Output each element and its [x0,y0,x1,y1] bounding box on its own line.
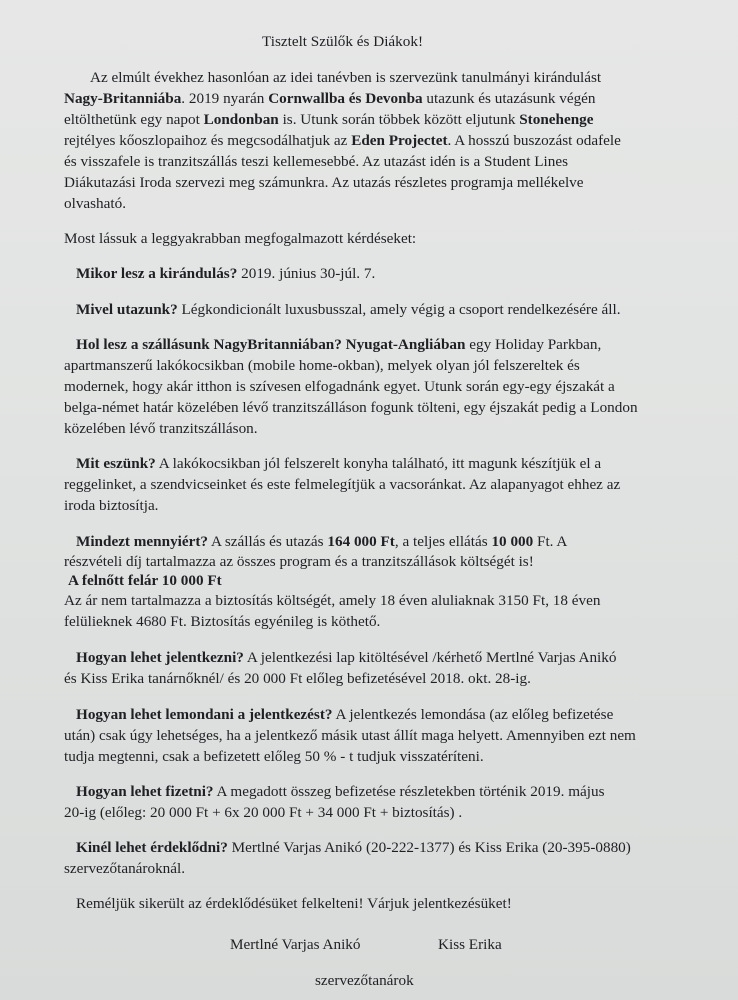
faq-cancel-line: tudja megtenni, csak a befizetett előleg 50 % - t tudjuk visszatéríteni. [64,748,484,765]
faq-when-answer: 2019. június 30-júl. 7. [237,265,376,282]
faq-accommodation-line: közelében lévő tranzitszálláson. [64,420,258,437]
faq-cost: Mindezt mennyiért? A szállás és utazás 164 000 Ft, a teljes ellátás 10 000 Ft. A [76,533,568,550]
faq-when [76,265,375,283]
faq-contact: Kinél lehet érdeklődni? Mertlné Varjas Anikó (20-222-1377) és Kiss Erika (20-395-0880) [76,839,631,856]
faq-payment-line: 20-ig (előleg: 20 000 Ft + 6x 20 000 Ft + 34 000 Ft + biztosítás) . [64,804,463,821]
faq-food-line: iroda biztosítja. [64,497,159,514]
food-price: 10 000 [491,533,534,550]
intro-line-3: eltölthetünk egy napot Londonban is. Utunk során többek között eljutunk Stonehenge [64,111,594,128]
faq-apply-question: Hogyan lehet jelentkezni? [76,649,244,666]
greeting: Tisztelt Szülők és Diákok! [262,33,424,50]
faq-payment-question: Hogyan lehet fizetni? [76,783,214,800]
signature-name-2: Kiss Erika [438,936,502,953]
intro-line-7: olvasható. [64,195,127,212]
faq-food-line: reggelinket, a szendvicseinket és este felmelegítjük a vacsoránkat. Az alapanyagot ehhez az [64,476,621,493]
signature-name-1: Mertlné Varjas Anikó [230,936,361,953]
intro-line-1: Az elmúlt évekhez hasonlóan az idei tanévben is szervezünk tanulmányi kirándulást [90,69,602,86]
faq-contact-question: Kinél lehet érdeklődni? [76,839,228,856]
faq-transport [76,301,621,319]
closing-text: Reméljük sikerült az érdeklődésüket felkelteni! Várjuk jelentkezésüket! [76,895,512,912]
signature-role: szervezőtanárok [315,972,414,989]
faq-accommodation-line: belga-német határ közelében lévő tranzitszálláson fogunk tölteni, egy éjszakát pedig a London [64,399,638,416]
trip-price: 164 000 Ft [327,533,395,550]
faq-accommodation: Hol lesz a szállásunk NagyBritanniában? Nyugat-Angliában egy Holiday Parkban, [76,336,602,353]
questions-intro: Most lássuk a leggyakrabban megfogalmazott kérdéseket: [64,230,417,247]
faq-when-question: Mikor lesz a kirándulás? [76,265,238,282]
intro-line-2: Nagy-Britanniába. 2019 nyarán Cornwallba és Devonba utazunk és utazásunk végén [64,90,596,107]
insurance-line: Az ár nem tartalmazza a biztosítás költségét, amely 18 éven aluliaknak 3150 Ft, 18 éven [64,592,601,609]
faq-transport-answer: Légkondicionált luxusbusszal, amely végig a csoport rendelkezésére áll. [177,301,621,318]
faq-accommodation-line: apartmanszerű lakókocsikban (mobile home-okban), melyek olyan jól felszereltek és [64,357,580,374]
faq-cancel-line: után) csak úgy lehetséges, ha a jelentkező másik utast állít maga helyett. Amennyiben ezt nem [64,727,636,744]
faq-accommodation-line: modernek, hogy akár itthon is szívesen elfogadnánk egyet. Utunk során egy-egy éjszakát a [64,378,615,395]
faq-food-question: Mit eszünk? [76,455,156,472]
faq-accommodation-question: Hol lesz a szállásunk NagyBritanniában? [76,336,342,353]
faq-food: Mit eszünk? A lakókocsikban jól felszerelt konyha található, itt magunk készítjük el a [76,455,602,472]
faq-contact-line: szervezőtanároknál. [64,860,186,877]
faq-payment: Hogyan lehet fizetni? A megadott összeg befizetése részletekben történik 2019. május [76,783,605,800]
insurance-line: felülieknek 4680 Ft. Biztosítás egyénileg is köthető. [64,613,381,630]
faq-apply: Hogyan lehet jelentkezni? A jelentkezési lap kitöltésével /kérhető Mertlné Varjas Anikó [76,649,617,666]
adult-surcharge: A felnőtt felár 10 000 Ft [68,572,222,589]
faq-cancel-question: Hogyan lehet lemondani a jelentkezést? [76,706,333,723]
faq-cost-line: részvételi díj tartalmazza az összes program és a tranzitszállások költségét is! [64,553,534,570]
faq-transport-question: Mivel utazunk? [76,301,178,318]
intro-line-5: és visszafele is tranzitszállás teszi kellemesebbé. Az utazást idén is a Student Lines [64,153,568,170]
faq-cancel: Hogyan lehet lemondani a jelentkezést? A jelentkezés lemondása (az előleg befizetése [76,706,614,723]
intro-line-6: Diákutazási Iroda szervezi meg számunkra. Az utazás részletes programja mellékelve [64,174,584,191]
intro-line-4: rejtélyes kőoszlopaihoz és megcsodálhatjuk az Eden Projectet. A hosszú buszozást odafele [64,132,621,149]
faq-cost-question: Mindezt mennyiért? [76,533,209,550]
faq-apply-line: és Kiss Erika tanárnőknél/ és 20 000 Ft előleg befizetésével 2018. okt. 28-ig. [64,670,531,687]
